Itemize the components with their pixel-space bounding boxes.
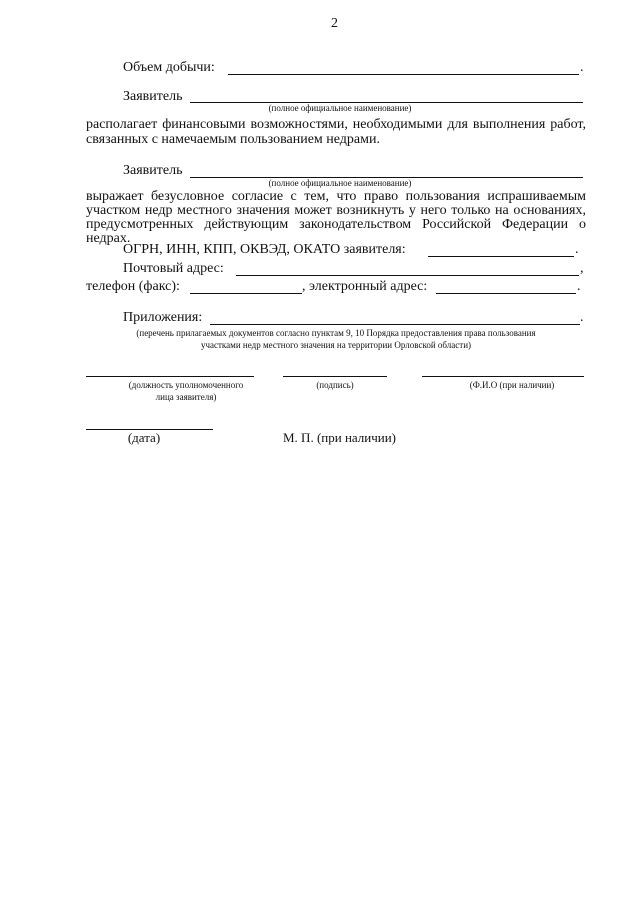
phone-label: телефон (факс): [86, 279, 180, 294]
extraction-volume-end: . [580, 60, 584, 75]
codes-end: . [575, 242, 579, 257]
codes-label: ОГРН, ИНН, КПП, ОКВЭД, ОКАТО заявителя: [123, 242, 406, 257]
fio-caption: (Ф.И.О (при наличии) [469, 380, 555, 390]
signature-caption: (подпись) [316, 380, 354, 390]
attachments-end: . [580, 310, 584, 325]
extraction-volume-label: Объем добычи: [123, 60, 215, 75]
postal-address-field[interactable] [236, 275, 579, 276]
stamp-caption: М. П. (при наличии) [283, 430, 397, 445]
email-end: . [577, 279, 581, 294]
email-label: , электронный адрес: [302, 279, 428, 294]
applicant-label-1: Заявитель [123, 89, 183, 104]
postal-address-end: , [580, 261, 584, 276]
date-caption: (дата) [127, 430, 161, 445]
position-caption-2: лица заявителя) [155, 392, 217, 402]
page-number: 2 [331, 16, 338, 31]
applicant-label-2: Заявитель [123, 163, 183, 178]
position-field[interactable] [86, 376, 254, 377]
attachments-field[interactable] [210, 324, 580, 325]
consent-text: выражает безусловное согласие с тем, что право пользования испрашиваемым участком недр местного значения может возникнуть у него только на основаниях, предусмотренных действующим законодательством Российской Федерации о недрах. [86, 189, 586, 246]
fio-field[interactable] [422, 376, 584, 377]
attachments-caption-2: участками недр местного значения на территории Орловской области) [200, 340, 472, 350]
extraction-volume-field[interactable] [228, 74, 579, 75]
attachments-label: Приложения: [123, 310, 203, 325]
codes-field[interactable] [428, 256, 574, 257]
applicant-caption-2: (полное официальное наименование) [268, 178, 412, 188]
signature-field[interactable] [283, 376, 387, 377]
email-field[interactable] [436, 293, 576, 294]
position-caption-1: (должность уполномоченного [128, 380, 244, 390]
applicant-caption-1: (полное официальное наименование) [268, 103, 412, 113]
phone-field[interactable] [190, 293, 302, 294]
attachments-caption-1: (перечень прилагаемых документов согласно пунктам 9, 10 Порядка предоставления права пользования [136, 328, 536, 338]
postal-address-label: Почтовый адрес: [123, 261, 224, 276]
financial-capability-text: располагает финансовыми возможностями, необходимыми для выполнения работ, связанных с намечаемым пользованием недрами. [86, 117, 586, 147]
